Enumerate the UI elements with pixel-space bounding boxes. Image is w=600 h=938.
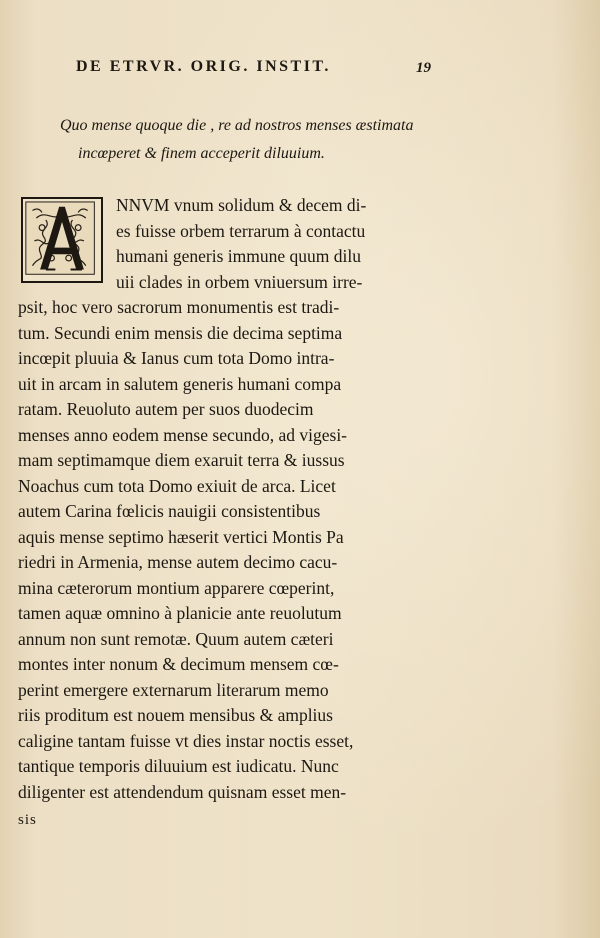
text-line: incœpit pluuia & Ianus cum tota Domo intra- bbox=[18, 348, 335, 368]
text-line: menses anno eodem mense secundo, ad vigesi- bbox=[18, 424, 348, 445]
text-line: tantique temporis diluuium est iudicatu. Nunc bbox=[18, 756, 339, 776]
text-line: ratam. Reuoluto autem per suos duodecim bbox=[18, 399, 314, 419]
text-line: diligenter est attendendum quisnam esset men- bbox=[18, 781, 347, 802]
text-line: annum non sunt remotæ. Quum autem cæteri bbox=[18, 628, 334, 649]
text-line: Noachus cum tota Domo exiuit de arca. Licet bbox=[18, 475, 336, 496]
text-line: NNVM vnum solidum & decem di- bbox=[116, 195, 367, 215]
text-line: autem Carina fœlicis nauigii consistentibus bbox=[18, 501, 321, 521]
chapter-title bbox=[60, 112, 460, 168]
text-line: mam septimamque diem exaruit terra & iussus bbox=[18, 450, 345, 470]
text-line: caligine tantam fuisse vt dies instar noctis esset, bbox=[18, 730, 354, 751]
text-line: aquis mense septimo hæserit vertici Montis Pa bbox=[18, 526, 344, 547]
running-head: DE ETRVR. ORIG. INSTIT. bbox=[76, 58, 331, 75]
chapter-title-line-2: incœperet & finem acceperit diluuium. bbox=[78, 145, 325, 162]
text-line: riedri in Armenia, mense autem decimo cacu- bbox=[18, 552, 338, 572]
text-line: riis proditum est nouem mensibus & amplius bbox=[18, 705, 333, 725]
text-line: psit, hoc vero sacrorum monumentis est tradi- bbox=[18, 297, 340, 317]
text-line: es fuisse orbem terrarum à contactu bbox=[116, 220, 366, 241]
text-line: montes inter nonum & decimum mensem cœ- bbox=[18, 654, 339, 674]
text-line: tamen aquæ omnino à planicie ante reuolutum bbox=[18, 603, 342, 623]
text-line: tum. Secundi enim mensis die decima septima bbox=[18, 322, 343, 343]
chapter-title-line-1: Quo mense quoque die , re ad nostros menses æstimata bbox=[60, 117, 414, 134]
body-text bbox=[18, 193, 458, 805]
text-line: mina cæterorum montium apparere cœperint, bbox=[18, 577, 335, 598]
page-number: 19 bbox=[416, 60, 431, 76]
text-line: uii clades in orbem vniuersum irre- bbox=[116, 271, 363, 292]
text-line: perint emergere externarum literarum memo bbox=[18, 679, 329, 700]
text-line: uit in arcam in salutem generis humani compa bbox=[18, 373, 342, 394]
catchword: sis bbox=[18, 812, 37, 828]
text-line: humani generis immune quum dilu bbox=[116, 246, 361, 266]
